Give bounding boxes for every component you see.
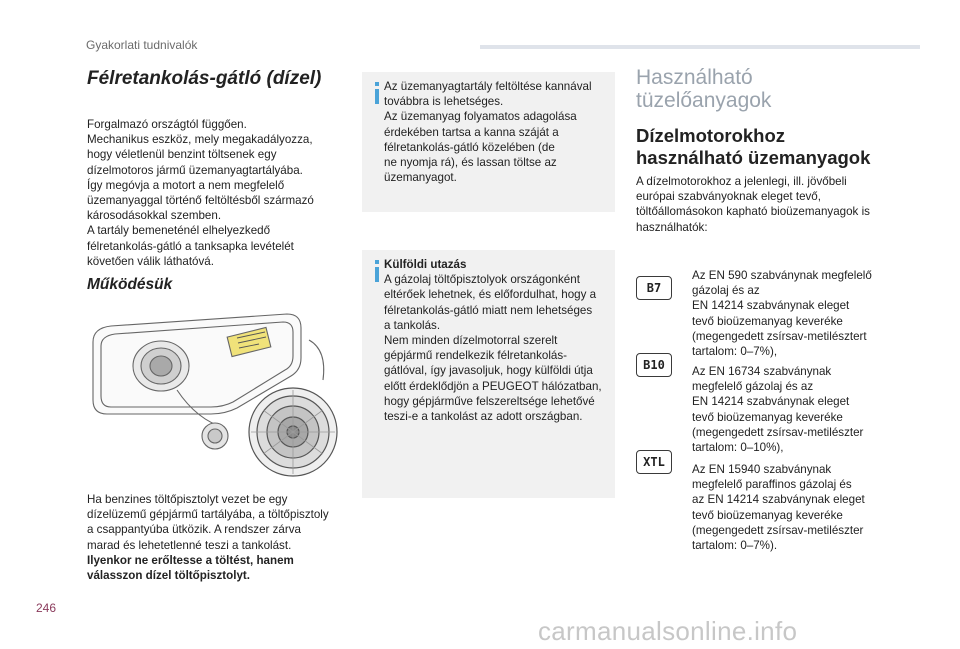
text-line: megfelelő gázolaj és az	[692, 380, 814, 394]
text-line: Forgalmazó országtól függően.	[87, 118, 247, 131]
text-line: Az EN 590 szabványnak megfelelő	[692, 269, 872, 282]
text-line: Így megóvja a motort a nem megfelelő	[87, 178, 285, 192]
text-line: továbbra is lehetséges.	[384, 95, 504, 109]
text-line: tevő bioüzemanyag keveréke	[692, 410, 843, 424]
watermark: carmanualsonline.info	[538, 616, 798, 646]
running-title: Gyakorlati tudnivalók	[86, 38, 198, 52]
fuel-filler-illustration	[87, 310, 347, 480]
page-number: 246	[36, 601, 57, 615]
text-line: károsodásokkal szemben.	[87, 209, 222, 223]
fuel-description-b7	[692, 268, 912, 359]
fuel-description-xtl	[692, 462, 912, 553]
text-line: előtt érdeklődjön a PEUGEOT hálózatban,	[384, 379, 602, 393]
text-line: EN 14214 szabványnak eleget	[692, 299, 850, 313]
text-line: Ha benzines töltőpisztolyt vezet be egy	[87, 493, 288, 506]
text-line: Az EN 15940 szabványnak	[692, 463, 832, 476]
text-line: használhatók:	[636, 220, 708, 234]
info-box-text	[384, 257, 609, 424]
section-title-misfuel-prevention: Félretankolás-gátló (dízel)	[87, 68, 322, 89]
header-bar	[480, 45, 920, 49]
text-line: Mechanikus eszköz, mely megakadályozza,	[87, 133, 313, 147]
warning-line: Ilyenkor ne erőltesse a töltést, hanem	[87, 553, 294, 567]
subtitle-line: Dízelmotorokhoz	[636, 125, 786, 146]
subtitle-line: használható üzemanyagok	[636, 147, 871, 168]
text-line: ne nyomja rá), és lassan töltse az	[384, 156, 557, 170]
intro-text	[87, 117, 352, 269]
text-line: a csappantyúba ütközik. A rendszer zárva	[87, 523, 301, 537]
text-line: A gázolaj töltőpisztolyok országonként	[384, 273, 580, 287]
warning-line: válasszon dízel töltőpisztolyt.	[87, 569, 250, 583]
text-line: félretankolás-gátló miatt nem lehetséges	[384, 303, 593, 317]
text-line: Az üzemanyag folyamatos adagolása	[384, 110, 577, 124]
fuel-badge-xtl: XTL	[636, 450, 672, 474]
text-line: EN 14214 szabványnak eleget	[692, 395, 850, 409]
info-box-heading: Külföldi utazás	[384, 258, 467, 271]
text-line: hogy véletlenül benzint töltsenek egy	[87, 148, 277, 162]
text-line: eltérőek lehetnek, és előfordulhat, hogy a	[384, 288, 597, 302]
text-line: A dízelmotorokhoz a jelenlegi, ill. jövőbeli	[636, 175, 847, 188]
fuel-description-b10	[692, 364, 912, 455]
text-line: (megengedett zsírsav-metilésztert	[692, 329, 867, 343]
text-line: félretankolás-gátló a tanksapka levételét	[87, 239, 294, 253]
text-line: teszi-e a tankolást az adott országban.	[384, 410, 583, 424]
info-box-canister	[362, 72, 615, 212]
section-title-usable-fuels	[636, 66, 916, 112]
text-line: tartalom: 0–7%).	[692, 539, 778, 553]
text-line: tartalom: 0–10%),	[692, 441, 784, 455]
text-line: (megengedett zsírsav-metilészter	[692, 425, 864, 439]
text-line: töltőállomásokon kapható bioüzemanyagok is	[636, 205, 870, 219]
text-line: üzemanyaggal történő feltöltésből származó	[87, 194, 314, 208]
text-line: dízelüzemű gépjármű tartályába, a töltőpisztoly	[87, 508, 329, 522]
text-line: üzemanyagot.	[384, 171, 457, 185]
text-line: A tartály bemeneténél elhelyezkedő	[87, 224, 271, 238]
text-line: marad és lehetetlenné teszi a tankolást.	[87, 538, 292, 552]
fuel-badge-b10: B10	[636, 353, 672, 377]
title-line: Használható	[636, 66, 753, 89]
fuel-badge-b7: B7	[636, 276, 672, 300]
text-line: gátlóval, így javasoljuk, hogy külföldi útja	[384, 364, 593, 378]
text-line: (megengedett zsírsav-metilészter	[692, 523, 864, 537]
subtitle-operation: Működésük	[87, 276, 173, 293]
operation-text	[87, 492, 355, 583]
text-line: megfelelő paraffinos gázolaj és	[692, 478, 852, 492]
text-line: tevő bioüzemanyag keveréke	[692, 314, 843, 328]
diesel-fuels-intro	[636, 174, 891, 235]
text-line: hogy gépjárműve felszereltsége lehetővé	[384, 394, 595, 408]
text-line: tartalom: 0–7%),	[692, 345, 778, 359]
subtitle-diesel-fuels	[636, 125, 926, 169]
text-line: követően válik láthatóvá.	[87, 254, 214, 268]
title-line: tüzelőanyagok	[636, 89, 772, 112]
info-icon	[370, 82, 384, 104]
text-line: a tankolás.	[384, 318, 441, 332]
info-icon	[370, 260, 384, 282]
text-line: európai szabványoknak eleget tevő,	[636, 190, 821, 204]
text-line: az EN 14214 szabványnak eleget	[692, 493, 865, 507]
text-line: dízelmotoros jármű üzemanyagtartályába.	[87, 163, 303, 177]
text-line: Nem minden dízelmotorral szerelt	[384, 334, 558, 348]
info-box-text	[384, 79, 609, 185]
text-line: félretankolás-gátló közelében (de	[384, 140, 555, 154]
text-line: érdekében tartsa a kanna száját a	[384, 125, 559, 139]
text-line: gépjármű rendelkezik félretankolás-	[384, 349, 568, 363]
info-box-travel-abroad	[362, 250, 615, 498]
text-line: Az üzemanyagtartály feltöltése kannával	[384, 80, 592, 93]
text-line: gázolaj és az	[692, 284, 760, 298]
text-line: tevő bioüzemanyag keveréke	[692, 508, 843, 522]
text-line: Az EN 16734 szabványnak	[692, 365, 832, 378]
